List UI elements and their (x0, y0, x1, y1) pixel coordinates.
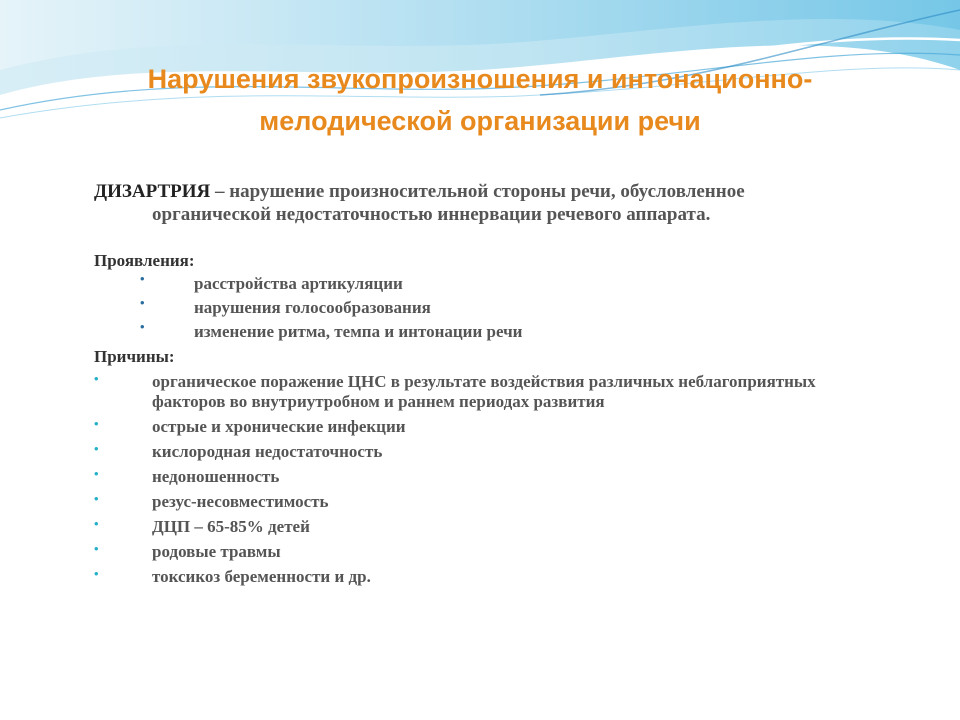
bullet-icon: • (140, 271, 145, 286)
list-item: • расстройства артикуляции (140, 271, 403, 293)
bullet-icon: • (94, 566, 99, 581)
bullet-icon: • (94, 516, 99, 531)
list-item: • изменение ритма, темпа и интонации речи (140, 319, 523, 341)
definition (94, 180, 854, 226)
list-item: • резус-несовместимость (94, 491, 329, 511)
bullet-icon: • (94, 466, 99, 481)
list-item: • органическое поражение ЦНС в результате воздействия различных неблагоприятных факторов во внутриутробном и раннем периодах развития (94, 371, 816, 411)
title-line-1: Нарушения звукопроизношения и интонационно- (147, 64, 813, 94)
slide-content (94, 180, 854, 592)
bullet-icon: • (140, 319, 145, 334)
list-item: • кислородная недостаточность (94, 441, 383, 461)
list-item: • ДЦП – 65-85% детей (94, 516, 310, 536)
manifestations-list (94, 271, 854, 342)
bullet-icon: • (94, 491, 99, 506)
bullet-icon: • (94, 371, 99, 386)
list-item: • недоношенность (94, 466, 280, 486)
slide-title (0, 58, 960, 142)
list-item: • нарушения голосообразования (140, 295, 431, 317)
title-line-2: мелодической организации речи (259, 106, 701, 136)
causes-list (94, 372, 854, 587)
definition-term: ДИЗАРТРИЯ (94, 181, 211, 202)
list-item: • острые и хронические инфекции (94, 416, 406, 436)
bullet-icon: • (94, 541, 99, 556)
bullet-icon: • (94, 416, 99, 431)
list-item: • токсикоз беременности и др. (94, 566, 371, 586)
causes-heading: Причины: (94, 347, 175, 366)
bullet-icon: • (94, 441, 99, 456)
list-item: • родовые травмы (94, 541, 281, 561)
bullet-icon: • (140, 295, 145, 310)
manifestations-heading: Проявления: (94, 251, 195, 270)
definition-text: – нарушение произносительной стороны речи, обусловленное органической недостаточностью иннервации речевого аппарата. (152, 181, 745, 225)
